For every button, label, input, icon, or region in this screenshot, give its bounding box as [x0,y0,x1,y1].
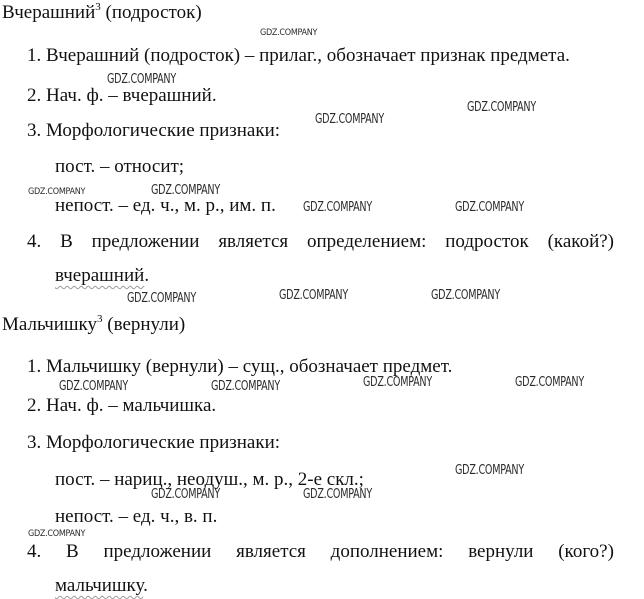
s2-nonconst-features: непост. – ед. ч., в. п. [55,506,218,527]
heading-malchishku [2,314,185,336]
s2-item-1: 1. Мальчишку (вернули) – сущ., обозначает предмет. [27,356,453,377]
word: (кого?) [558,541,614,562]
watermark: GDZ.COMPANY [303,200,372,215]
s2-item-4-end [55,575,148,597]
word: является [218,231,289,252]
heading-vcherashniy [2,2,202,24]
s1-item-2: 2. Нач. ф. – вчерашний. [27,85,217,106]
s1-item-4 [27,231,614,253]
word: определением: [306,231,427,252]
watermark: GDZ.COMPANY [363,375,432,390]
heading-tail: (вернули) [102,314,186,335]
heading-word: Вчерашний [2,2,96,23]
heading-word: Мальчишку [2,314,98,335]
word: В [66,541,79,562]
word: дополнением: [330,541,444,562]
period: . [144,265,150,286]
word: 4. [27,231,42,252]
watermark: GDZ.COMPANY [127,291,196,306]
watermark: GDZ.COMPANY [315,112,384,127]
s2-item-2: 2. Нач. ф. – мальчишка. [27,395,217,416]
word: подросток [445,231,529,252]
s1-nonconst-features: непост. – ед. ч., м. р., им. п. [55,195,276,216]
watermark: GDZ.COMPANY [59,379,128,394]
watermark: GDZ.COMPANY [431,288,500,303]
watermark: GDZ.COMPANY [151,487,220,502]
word: предложении [91,231,200,252]
watermark: GDZ.COMPANY [211,379,280,394]
watermark: GDZ.COMPANY [28,187,86,197]
word: 4. [27,541,42,562]
word: является [236,541,306,562]
word: В [60,231,73,252]
word: предложении [103,541,212,562]
watermark: GDZ.COMPANY [260,28,318,38]
word: (какой?) [547,231,614,252]
s2-const-features: пост. – нариц., неодуш., м. р., 2-е скл.; [55,469,364,490]
heading-sup: 3 [95,0,101,13]
watermark: GDZ.COMPANY [303,487,372,502]
s1-const-features: пост. – относит; [55,156,185,177]
heading-tail: (подросток) [100,2,202,23]
watermark: GDZ.COMPANY [107,72,176,87]
s1-item-3: 3. Морфологические признаки: [27,120,281,141]
watermark: GDZ.COMPANY [455,200,524,215]
s2-item-4 [27,541,614,563]
watermark: GDZ.COMPANY [279,288,348,303]
s2-item-3: 3. Морфологические признаки: [27,432,281,453]
watermark: GDZ.COMPANY [28,529,86,539]
s1-item-1: 1. Вчерашний (подросток) – прилаг., обозначает признак предмета. [27,45,570,66]
watermark: GDZ.COMPANY [515,375,584,390]
watermark: GDZ.COMPANY [151,183,220,198]
word: вернули [468,541,534,562]
watermark: GDZ.COMPANY [467,100,536,115]
underlined-word: вчерашний [55,265,145,286]
underlined-word: мальчишку [55,575,144,596]
s1-item-4-end [55,265,149,287]
heading-sup: 3 [97,312,103,325]
period: . [143,575,148,596]
watermark: GDZ.COMPANY [455,463,524,478]
